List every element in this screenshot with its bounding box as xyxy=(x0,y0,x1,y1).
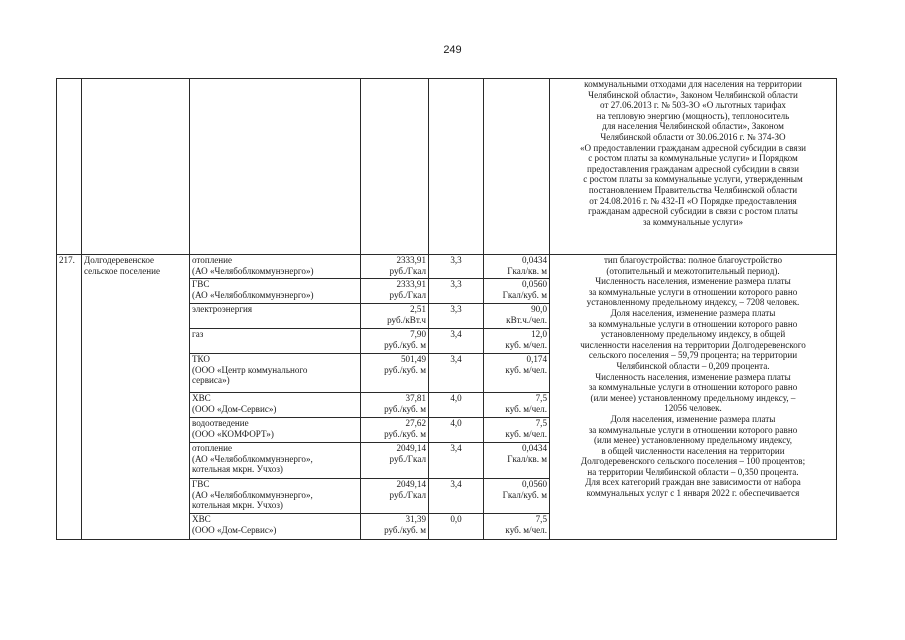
norm-value-line: куб. м/чел. xyxy=(505,524,547,535)
empty-cell xyxy=(361,79,429,255)
note-line: на территории Челябинской области – 0,350 процента. xyxy=(587,466,799,477)
note-line: Численность населения, изменение размера платы xyxy=(595,276,791,287)
tariff-value-line: руб./Гкал xyxy=(389,289,426,300)
service-name xyxy=(190,329,361,354)
note-line: Для всех категорий граждан вне зависимости от набора xyxy=(585,477,801,488)
service-name-line: электроэнергия xyxy=(192,304,253,314)
service-name xyxy=(190,514,361,540)
tariff-value xyxy=(361,329,429,354)
tariff-table xyxy=(56,78,837,540)
norm-value xyxy=(484,255,550,279)
tariff-value-line: 2333,91 xyxy=(396,255,426,265)
tariff-value-line: 2049,14 xyxy=(396,479,426,489)
empty-cell xyxy=(484,79,550,255)
service-name-line: (ООО «Центр коммунального xyxy=(192,364,308,375)
norm-value-line: 7,5 xyxy=(535,393,547,403)
service-name-line: ГВС xyxy=(192,279,210,289)
empty-cell xyxy=(57,79,82,255)
note-line: для населения Челябинской области», Законом xyxy=(602,121,784,132)
note-line: от 27.06.2013 г. № 503-ЗО «О льготных тарифах xyxy=(600,100,786,111)
municipality-name xyxy=(82,255,190,540)
note-line: Челябинской области – 0,209 процента. xyxy=(616,360,770,371)
note-line: на тепловую энергию (мощность), теплоноситель xyxy=(596,110,790,121)
index-value: 3,4 xyxy=(429,443,484,479)
tariff-value xyxy=(361,514,429,540)
service-name xyxy=(190,279,361,304)
tariff-value-line: 2,51 xyxy=(410,304,426,314)
note-line: (отопительный и межотопительный период). xyxy=(606,265,780,276)
service-name-line: котельная мкрн. Учхоз) xyxy=(192,464,283,475)
service-name-line: котельная мкрн. Учхоз) xyxy=(192,500,283,511)
entry-note xyxy=(550,255,837,540)
service-name xyxy=(190,479,361,514)
note-line: с ростом платы за коммунальные услуги» и Порядком xyxy=(588,153,798,164)
note-line: предоставления гражданам адресной субсидии в связи xyxy=(586,163,799,174)
index-value: 3,3 xyxy=(429,279,484,304)
note-line: с ростом платы за коммунальные услуги, утвержденным xyxy=(583,174,803,185)
tariff-value xyxy=(361,354,429,393)
note-line: 12056 человек. xyxy=(664,403,722,414)
note-line: Челябинской области от 30.06.2016 г. № 374-ЗО xyxy=(600,131,786,142)
tariff-value-line: руб./куб. м xyxy=(384,524,426,535)
tariff-value xyxy=(361,418,429,443)
service-name-line: отопление xyxy=(192,255,233,265)
service-name-line: (АО «Челябоблкоммунэнерго») xyxy=(192,265,314,276)
service-name-line: водоотведение xyxy=(192,418,249,428)
tariff-value xyxy=(361,443,429,479)
note-line: установленному предельному индексу, в общей xyxy=(600,329,786,340)
note-line: тип благоустройства: полное благоустройство xyxy=(603,255,783,265)
norm-value-line: куб. м/чел. xyxy=(505,339,547,350)
note-line: в общей численности населения на территории xyxy=(601,445,785,456)
note-line: за коммунальные услуги в отношении которого равно xyxy=(588,286,798,297)
norm-value-line: 0,0560 xyxy=(521,279,547,289)
tariff-value-line: руб./кВт.ч xyxy=(387,314,426,325)
tariff-value-line: 37,81 xyxy=(405,393,426,403)
note-line: (или менее) установленному предельному индексу, xyxy=(593,435,793,446)
norm-value-line: 0,0434 xyxy=(521,255,547,265)
index-value: 4,0 xyxy=(429,418,484,443)
entry-number: 217. xyxy=(57,255,82,540)
norm-value xyxy=(484,354,550,393)
note-line: Долгодеревенского сельского поселения – 100 процентов; xyxy=(580,456,806,467)
index-value: 3,4 xyxy=(429,479,484,514)
service-name xyxy=(190,354,361,393)
norm-value-line: кВт.ч./чел. xyxy=(506,314,547,325)
service-name-line: (ООО «КОМФОРТ») xyxy=(192,428,274,439)
service-name xyxy=(190,255,361,279)
service-row xyxy=(57,255,837,279)
service-name-line: сервиса») xyxy=(192,375,230,386)
norm-value-line: куб. м/чел. xyxy=(505,403,547,414)
tariff-value-line: 2333,91 xyxy=(396,279,426,289)
service-name-line: (ООО «Дом-Сервис») xyxy=(192,403,277,414)
note-line: (или менее) установленному предельному индексу, – xyxy=(590,392,796,403)
tariff-value xyxy=(361,304,429,329)
norm-value-line: Гкал/куб. м xyxy=(502,289,547,300)
note-line: гражданам адресной субсидии в связи с ростом платы xyxy=(588,206,798,217)
index-value: 4,0 xyxy=(429,393,484,418)
service-name-line: (АО «Челябоблкоммунэнерго», xyxy=(192,489,313,500)
tariff-value xyxy=(361,393,429,418)
empty-cell xyxy=(190,79,361,255)
service-name-line: (АО «Челябоблкоммунэнерго») xyxy=(192,289,314,300)
index-value: 3,4 xyxy=(429,329,484,354)
note-line: Доля населения, изменение размера платы xyxy=(610,413,776,424)
norm-value xyxy=(484,393,550,418)
note-line: коммунальными отходами для населения на территории xyxy=(584,79,802,89)
note-line: Челябинской области», Законом Челябинской области xyxy=(588,89,798,100)
page-number: 249 xyxy=(443,44,462,56)
tariff-value-line: 2049,14 xyxy=(396,443,426,453)
tariff-value-line: руб./Гкал xyxy=(389,265,426,276)
tariff-value-line: руб./Гкал xyxy=(389,489,426,500)
index-value: 3,3 xyxy=(429,304,484,329)
empty-cell xyxy=(429,79,484,255)
municipality-line: сельское поселение xyxy=(84,265,160,276)
service-name-line: ТКО xyxy=(192,354,210,364)
continuation-row xyxy=(57,79,837,255)
tariff-value-line: 7,90 xyxy=(410,329,426,339)
norm-value-line: 0,174 xyxy=(526,354,547,364)
norm-value-line: 0,0434 xyxy=(521,443,547,453)
note-line: численности населения на территории Долгодеревенского xyxy=(580,339,806,350)
empty-cell xyxy=(82,79,190,255)
note-line: сельского поселения – 59,79 процента; на территории xyxy=(588,350,798,361)
service-name-line: (ООО «Дом-Сервис») xyxy=(192,524,277,535)
index-value: 3,3 xyxy=(429,255,484,279)
service-name-line: (АО «Челябоблкоммунэнерго», xyxy=(192,453,313,464)
note-line: за коммунальные услуги в отношении которого равно xyxy=(588,318,798,329)
note-line: «О предоставлении гражданам адресной субсидии в связи xyxy=(579,142,807,153)
note-line: установленному предельному индексу, – 7208 человек. xyxy=(586,297,800,308)
norm-value-line: Гкал/кв. м xyxy=(507,453,547,464)
note-line: постановлением Правительства Челябинской области xyxy=(588,184,798,195)
service-name xyxy=(190,443,361,479)
index-value: 0,0 xyxy=(429,514,484,540)
norm-value xyxy=(484,329,550,354)
note-line: за коммунальные услуги в отношении которого равно xyxy=(588,382,798,393)
norm-value-line: 0,0560 xyxy=(521,479,547,489)
service-name-line: газ xyxy=(192,329,204,339)
norm-value xyxy=(484,418,550,443)
tariff-value xyxy=(361,255,429,279)
note-line: за коммунальные услуги» xyxy=(642,216,744,227)
tariff-value-line: 501,49 xyxy=(400,354,426,364)
tariff-value-line: 27,62 xyxy=(405,418,426,428)
norm-value xyxy=(484,479,550,514)
tariff-value xyxy=(361,279,429,304)
norm-value xyxy=(484,279,550,304)
service-name xyxy=(190,418,361,443)
tariff-value-line: руб./куб. м xyxy=(384,403,426,414)
norm-value xyxy=(484,443,550,479)
note-line: коммунальных услуг с 1 января 2022 г. обеспечивается xyxy=(586,488,800,499)
norm-value-line: 12,0 xyxy=(531,329,547,339)
note-line: Численность населения, изменение размера платы xyxy=(595,371,791,382)
norm-value-line: Гкал/куб. м xyxy=(502,489,547,500)
service-name xyxy=(190,304,361,329)
note-line: от 24.08.2016 г. № 432-П «О Порядке предоставления xyxy=(589,195,797,206)
note-line: Доля населения, изменение размера платы xyxy=(610,307,776,318)
norm-value-line: 7,5 xyxy=(535,514,547,524)
service-name-line: ХВС xyxy=(192,393,211,403)
norm-value xyxy=(484,514,550,540)
service-name-line: ГВС xyxy=(192,479,210,489)
norm-value-line: Гкал/кв. м xyxy=(507,265,547,276)
norm-value xyxy=(484,304,550,329)
service-name-line: ХВС xyxy=(192,514,211,524)
municipality-line: Долгодеревенское xyxy=(84,255,155,265)
note-line: за коммунальные услуги в отношении которого равно xyxy=(588,424,798,435)
norm-value-line: 90,0 xyxy=(531,304,547,314)
service-name xyxy=(190,393,361,418)
tariff-value-line: руб./куб. м xyxy=(384,428,426,439)
continuation-note xyxy=(550,79,837,255)
norm-value-line: куб. м/чел. xyxy=(505,428,547,439)
norm-value-line: 7,5 xyxy=(535,418,547,428)
tariff-value-line: руб./Гкал xyxy=(389,453,426,464)
norm-value-line: куб. м/чел. xyxy=(505,364,547,375)
tariff-value-line: руб./куб. м xyxy=(384,364,426,375)
tariff-value-line: 31,39 xyxy=(405,514,426,524)
tariff-value-line: руб./куб. м xyxy=(384,339,426,350)
service-name-line: отопление xyxy=(192,443,233,453)
tariff-value xyxy=(361,479,429,514)
index-value: 3,4 xyxy=(429,354,484,393)
